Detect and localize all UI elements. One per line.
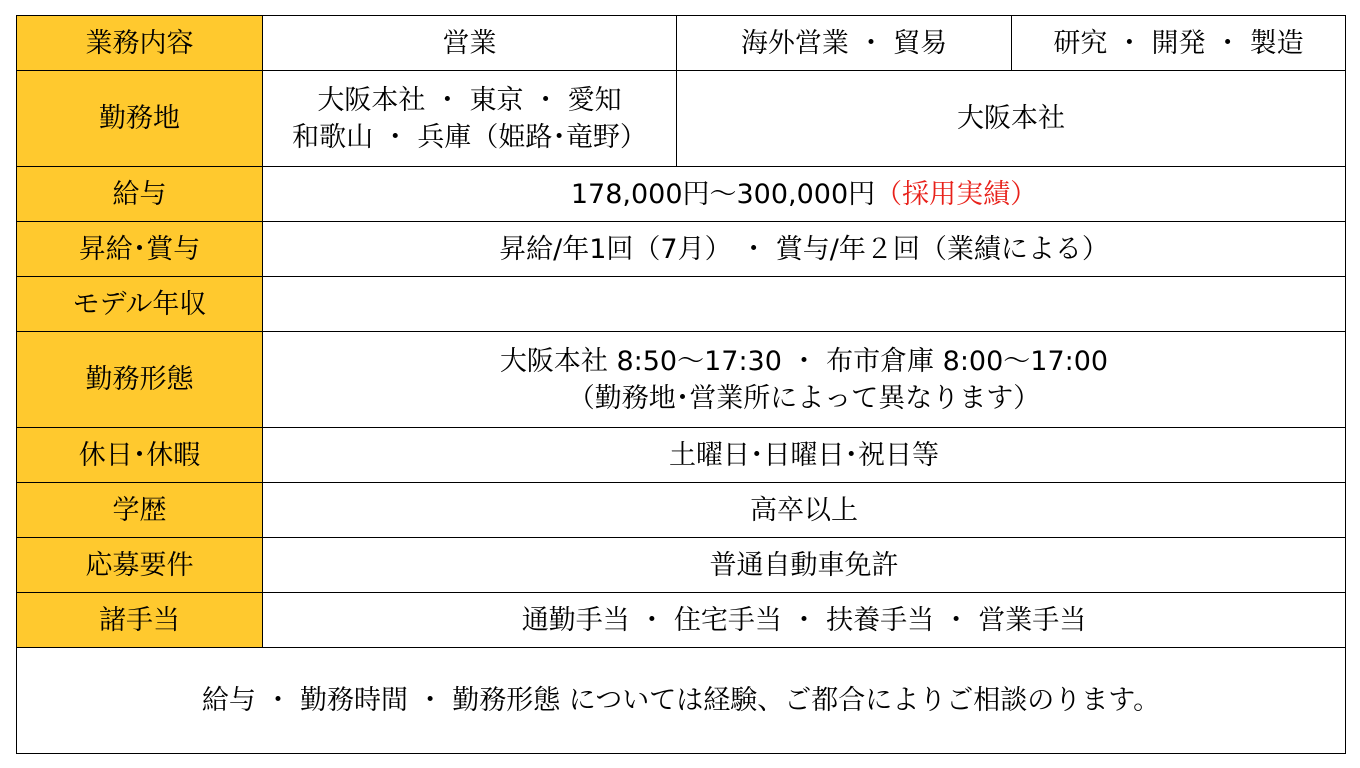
row-salary <box>17 167 1346 222</box>
salary-note: （採用実績） <box>875 178 1038 210</box>
row-footer-note <box>17 648 1346 754</box>
label-salary: 給与 <box>17 167 263 222</box>
row-raise <box>17 222 1346 277</box>
location-other: 大阪本社 <box>677 71 1346 167</box>
salary-cell <box>263 167 1346 222</box>
model-income-value <box>263 277 1346 332</box>
row-location <box>17 71 1346 167</box>
allowances-value: 通勤手当 ・ 住宅手当 ・ 扶養手当 ・ 営業手当 <box>263 593 1346 648</box>
work-style-line2: （勤務地･営業所によって異なります） <box>567 382 1041 414</box>
raise-value: 昇給/年1回（7月） ・ 賞与/年２回（業績による） <box>263 222 1346 277</box>
label-raise: 昇給･賞与 <box>17 222 263 277</box>
row-holidays <box>17 428 1346 483</box>
row-business <box>17 16 1346 71</box>
location-sales-line1: 大阪本社 ・ 東京 ・ 愛知 <box>317 84 622 116</box>
salary-value: 178,000円～300,000円 <box>570 178 876 210</box>
education-value: 高卒以上 <box>263 483 1346 538</box>
location-sales <box>263 71 677 167</box>
label-model-income: モデル年収 <box>17 277 263 332</box>
row-requirements <box>17 538 1346 593</box>
row-education <box>17 483 1346 538</box>
label-business: 業務内容 <box>17 16 263 71</box>
business-research: 研究 ・ 開発 ・ 製造 <box>1012 16 1346 71</box>
job-info-table <box>16 15 1346 754</box>
label-requirements: 応募要件 <box>17 538 263 593</box>
row-work-style <box>17 332 1346 428</box>
holidays-value: 土曜日･日曜日･祝日等 <box>263 428 1346 483</box>
label-allowances: 諸手当 <box>17 593 263 648</box>
label-education: 学歴 <box>17 483 263 538</box>
row-allowances <box>17 593 1346 648</box>
label-work-style: 勤務形態 <box>17 332 263 428</box>
label-holidays: 休日･休暇 <box>17 428 263 483</box>
work-style-line1: 大阪本社 8:50～17:30 ・ 布市倉庫 8:00～17:00 <box>499 345 1109 377</box>
label-location: 勤務地 <box>17 71 263 167</box>
location-sales-line2: 和歌山 ・ 兵庫（姫路･竜野） <box>292 121 647 153</box>
business-sales: 営業 <box>263 16 677 71</box>
footer-note: 給与 ・ 勤務時間 ・ 勤務形態 については経験、ご都合によりご相談のります。 <box>17 648 1346 754</box>
requirements-value: 普通自動車免許 <box>263 538 1346 593</box>
row-model-income <box>17 277 1346 332</box>
business-overseas: 海外営業 ・ 貿易 <box>677 16 1012 71</box>
work-style-cell <box>263 332 1346 428</box>
